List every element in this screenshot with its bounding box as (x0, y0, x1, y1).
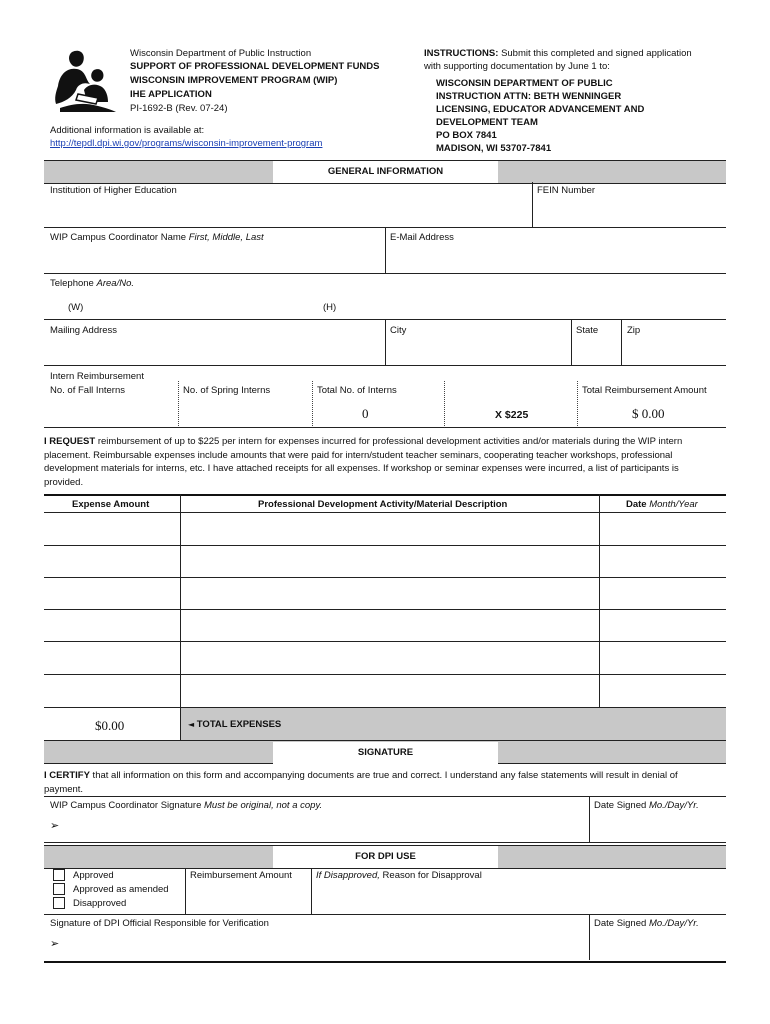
form-title-line3: IHE APPLICATION (130, 89, 212, 100)
disapproved-checkbox[interactable] (53, 897, 65, 909)
email-label: E-Mail Address (390, 232, 454, 243)
fein-label: FEIN Number (537, 185, 596, 196)
address-line3: LICENSING, EDUCATOR ADVANCEMENT AND (436, 104, 645, 115)
coordinator-signature-field[interactable] (66, 815, 586, 839)
expense-row[interactable] (44, 546, 726, 577)
signature-title: SIGNATURE (273, 742, 498, 764)
address-line6: MADISON, WI 53707-7841 (436, 143, 552, 154)
expense-row[interactable] (44, 675, 726, 707)
signature-date-label: Date Signed Mo./Day/Yr. (594, 800, 699, 811)
address-line4: DEVELOPMENT TEAM (436, 117, 538, 128)
address-line1: WISCONSIN DEPARTMENT OF PUBLIC (436, 78, 613, 89)
total-expenses-value: $0.00 (95, 718, 125, 733)
total-amount-label: Total Reimbursement Amount (582, 385, 707, 396)
dpi-official-signature-label: Signature of DPI Official Responsible for Verification (50, 918, 269, 929)
city-label: City (390, 325, 407, 336)
expense-row[interactable] (44, 642, 726, 674)
total-expenses-label: ◄ TOTAL EXPENSES (188, 719, 282, 730)
reimbursement-amount-label: Reimbursement Amount (190, 870, 292, 881)
zip-label: Zip (627, 325, 641, 336)
city-field[interactable] (388, 338, 570, 364)
total-interns-label: Total No. of Interns (317, 385, 397, 396)
expense-row[interactable] (44, 578, 726, 609)
fall-interns-label: No. of Fall Interns (50, 385, 125, 396)
state-label: State (576, 325, 599, 336)
home-phone-label: (H) (323, 302, 337, 313)
reimbursement-amount-field[interactable] (188, 885, 308, 911)
expense-amount-header: Expense Amount (72, 499, 150, 510)
left-arrow-icon: ◄ (188, 720, 195, 729)
expense-row[interactable] (44, 610, 726, 641)
disapproval-reason-field[interactable] (314, 885, 724, 911)
parent-child-reading-icon (50, 46, 120, 116)
signature-arrow-icon: ➢ (50, 819, 60, 832)
spring-interns-field[interactable] (182, 401, 308, 423)
form-number: PI-1692-B (Rev. 07-24) (130, 103, 228, 114)
description-header: Professional Development Activity/Material Description (258, 499, 508, 510)
info-link[interactable]: http://tepdl.dpi.wi.gov/programs/wisconsin-improvement-program (50, 138, 323, 149)
total-interns-value: 0 (362, 406, 369, 421)
home-phone-field[interactable] (345, 298, 565, 316)
form-title-line1: SUPPORT OF PROFESSIONAL DEVELOPMENT FUNDS (130, 61, 380, 72)
fall-interns-field[interactable] (46, 401, 174, 423)
dpi-date-field[interactable] (592, 933, 724, 957)
date-header: Date Month/Year (626, 499, 698, 510)
zip-field[interactable] (624, 338, 724, 364)
approved-amended-label: Approved as amended (73, 884, 169, 895)
email-field[interactable] (388, 245, 724, 273)
dpi-official-signature-field[interactable] (66, 933, 586, 957)
state-field[interactable] (573, 338, 620, 364)
request-paragraph: I REQUEST reimbursement of up to $225 per intern for expenses incurred for professional development activities and/or materials during the WIP intern placement. Reimbursable expenses include amounts that were paid for intern/student teacher seminars, cooperating teacher workshops, professional development materials for interns, etc. I have attached receipts for all expenses. If workshop or seminar expenses were incurred, a list of participants is provided. (44, 436, 683, 488)
mailing-address-label: Mailing Address (50, 325, 118, 336)
dpi-logo (50, 46, 120, 116)
approved-amended-checkbox[interactable] (53, 883, 65, 895)
work-phone-field[interactable] (90, 298, 310, 316)
signature-date-field[interactable] (592, 815, 724, 839)
address-line5: PO BOX 7841 (436, 130, 497, 141)
form-title-line2: WISCONSIN IMPROVEMENT PROGRAM (WIP) (130, 75, 338, 86)
approved-label: Approved (73, 870, 114, 881)
instructions-text-line1 (424, 48, 692, 59)
instructions-text-line2: with supporting documentation by June 1 to: (424, 61, 610, 72)
work-phone-label: (W) (68, 302, 84, 313)
multiplier-label: X $225 (495, 409, 529, 421)
dpi-date-label: Date Signed Mo./Day/Yr. (594, 918, 699, 929)
expense-row[interactable] (44, 513, 726, 545)
address-line2: INSTRUCTION ATTN: BETH WENNINGER (436, 91, 622, 102)
approved-checkbox[interactable] (53, 869, 65, 881)
disapproved-label: Disapproved (73, 898, 127, 909)
telephone-label: Telephone Area/No. (50, 278, 134, 289)
fein-field[interactable] (534, 198, 724, 226)
department-name: Wisconsin Department of Public Instruction (130, 48, 312, 59)
dpi-signature-arrow-icon: ➢ (50, 937, 60, 950)
info-label: Additional information is available at: (50, 125, 205, 136)
certify-paragraph: I CERTIFY that all information on this form and accompanying documents are true and correct. I understand any false statements will result in denial of payment. (44, 770, 678, 795)
coordinator-name-field[interactable] (44, 245, 384, 273)
dpi-title: FOR DPI USE (273, 846, 498, 868)
institution-label: Institution of Higher Education (50, 185, 177, 196)
mailing-address-field[interactable] (44, 338, 384, 364)
institution-field[interactable] (44, 198, 532, 226)
spring-interns-label: No. of Spring Interns (183, 385, 271, 396)
instructions-label: INSTRUCTIONS: (424, 48, 499, 59)
total-amount-value: $ 0.00 (632, 406, 665, 421)
intern-reimbursement-label: Intern Reimbursement (50, 371, 144, 382)
disapproval-reason-label: If Disapproved, Reason for Disapproval (316, 870, 482, 881)
coordinator-label: WIP Campus Coordinator Name First, Middle, Last (50, 232, 264, 243)
coordinator-signature-label: WIP Campus Coordinator Signature Must be original, not a copy. (50, 800, 323, 811)
general-info-title: GENERAL INFORMATION (273, 161, 498, 183)
instructions-text1: Submit this completed and signed application (501, 48, 692, 59)
